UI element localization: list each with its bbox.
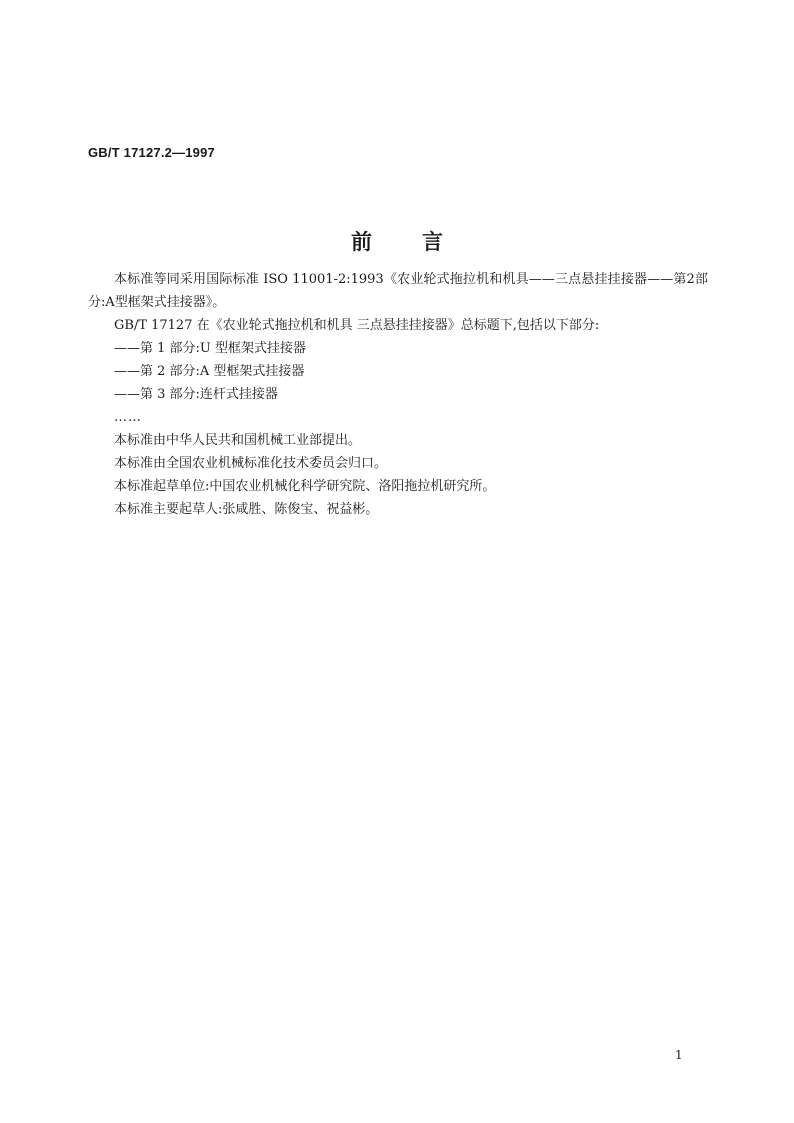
list-item-part-2: ——第 2 部分:A 型框架式挂接器 <box>114 364 305 379</box>
list-item-part-1: ——第 1 部分:U 型框架式挂接器 <box>114 341 307 356</box>
list-item-part-3: ——第 3 部分:连杆式挂接器 <box>114 387 278 402</box>
paragraph-drafting-units: 本标准起草单位:中国农业机械化科学研究院、洛阳拖拉机研究所。 <box>114 479 496 494</box>
paragraph-proposer: 本标准由中华人民共和国机械工业部提出。 <box>114 433 362 448</box>
standard-code-header: GB/T 17127.2—1997 <box>88 145 215 160</box>
paragraph-adoption: 本标准等同采用国际标准 ISO 11001-2:1993《农业轮式拖拉机和机具——三点悬挂挂接器——第2部分:A型框架式挂接器》。 <box>88 272 708 310</box>
paragraph-drafters: 本标准主要起草人:张咸胜、陈俊宝、祝益彬。 <box>114 502 379 517</box>
page-number: 1 <box>675 1048 683 1062</box>
list-ellipsis: …… <box>114 410 142 425</box>
page-title: 前言 <box>351 230 493 254</box>
document-body <box>88 268 708 521</box>
paragraph-parts-intro: GB/T 17127 在《农业轮式拖拉机和机具 三点悬挂挂接器》总标题下,包括以下部分: <box>114 318 600 333</box>
paragraph-committee: 本标准由全国农业机械标准化技术委员会归口。 <box>114 456 388 471</box>
